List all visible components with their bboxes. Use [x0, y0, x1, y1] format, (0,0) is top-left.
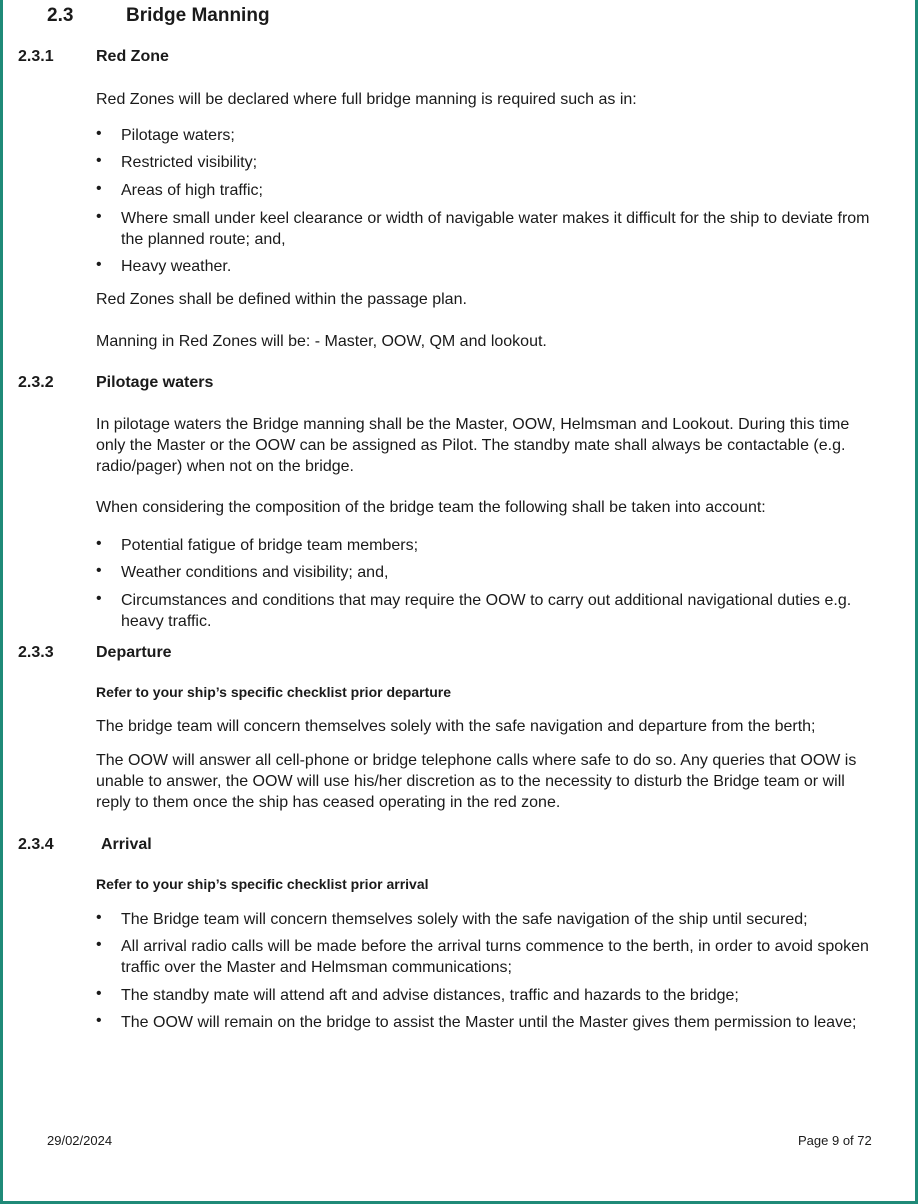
subsection-number: 2.3.3 [18, 644, 54, 661]
bullet-icon: • [96, 180, 102, 197]
section-title: Bridge Manning [126, 5, 270, 26]
bullet-icon: • [96, 562, 102, 579]
footer-date: 29/02/2024 [47, 1133, 113, 1148]
bullet-icon: • [96, 125, 102, 142]
bullet-icon: • [96, 1012, 102, 1029]
bullet-icon: • [96, 909, 102, 926]
subsection-number: 2.3.1 [18, 48, 54, 65]
list-item: Areas of high traffic; [121, 182, 263, 199]
bullet-icon: • [96, 256, 102, 273]
list-item: Heavy weather. [121, 258, 232, 275]
list-item: Where small under keel clearance or width of navigable water makes it difficult for the ship to deviate from the planned route; and, [121, 210, 870, 248]
paragraph: The bridge team will concern themselves solely with the safe navigation and departure from the berth; [96, 718, 816, 735]
bullet-icon: • [96, 936, 102, 953]
subsection-title: Arrival [101, 836, 152, 853]
subsection-title: Departure [96, 644, 172, 661]
paragraph: When considering the composition of the bridge team the following shall be taken into account: [96, 499, 766, 516]
list-item: Potential fatigue of bridge team members; [121, 537, 419, 554]
list-item: The standby mate will attend aft and advise distances, traffic and hazards to the bridge; [121, 987, 739, 1004]
subsection-number: 2.3.2 [18, 374, 54, 391]
list-item: The OOW will remain on the bridge to assist the Master until the Master gives them permission to leave; [121, 1014, 857, 1031]
bullet-icon: • [96, 208, 102, 225]
paragraph: The OOW will answer all cell-phone or bridge telephone calls where safe to do so. Any queries that OOW is unable to answer, the OOW will use his/her discretion as to the necessity to disturb the Bridge team or will reply to them once the ship has ceased operating in the red zone. [96, 752, 857, 811]
footer-page-number: Page 9 of 72 [798, 1133, 872, 1148]
bullet-icon: • [96, 535, 102, 552]
bullet-icon: • [96, 985, 102, 1002]
list-item: Weather conditions and visibility; and, [121, 564, 389, 581]
section-number: 2.3 [47, 5, 74, 26]
list-item: The Bridge team will concern themselves solely with the safe navigation of the ship until secured; [121, 911, 808, 928]
bullet-icon: • [96, 590, 102, 607]
list-item: Restricted visibility; [121, 154, 258, 171]
bullet-icon: • [96, 152, 102, 169]
paragraph: Red Zones will be declared where full bridge manning is required such as in: [96, 91, 637, 108]
list-item: All arrival radio calls will be made before the arrival turns commence to the berth, in order to avoid spoken traffic over the Master and Helmsman communications; [121, 938, 869, 976]
paragraph: In pilotage waters the Bridge manning shall be the Master, OOW, Helmsman and Lookout. During this time only the Master or the OOW can be assigned as Pilot. The standby mate shall always be contactable (e.g. radio/pager) when not on the bridge. [96, 416, 850, 475]
subsection-title: Pilotage waters [96, 374, 214, 391]
list-item: Pilotage waters; [121, 127, 235, 144]
list-item: Circumstances and conditions that may require the OOW to carry out additional navigational duties e.g. heavy traffic. [121, 592, 852, 630]
paragraph: Red Zones shall be defined within the passage plan. [96, 291, 467, 308]
subsection-title: Red Zone [96, 48, 169, 65]
subheading: Refer to your ship’s specific checklist prior arrival [96, 876, 429, 892]
subheading: Refer to your ship’s specific checklist prior departure [96, 684, 452, 700]
paragraph: Manning in Red Zones will be: - Master, OOW, QM and lookout. [96, 333, 547, 350]
subsection-number: 2.3.4 [18, 836, 54, 853]
